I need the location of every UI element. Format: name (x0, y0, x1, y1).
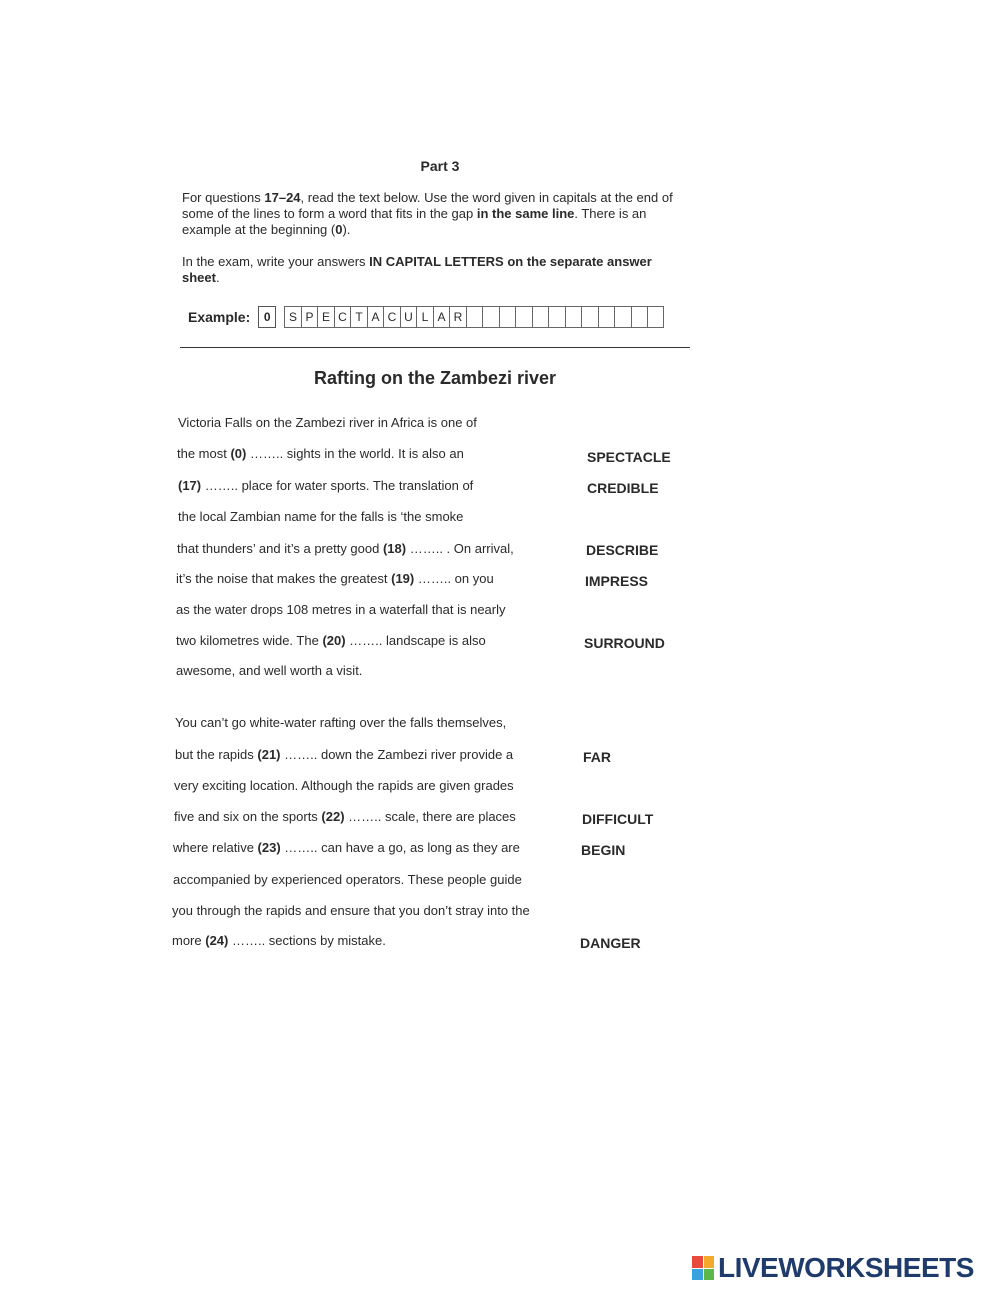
example-answer-cells (284, 306, 664, 328)
passage-line (178, 509, 463, 524)
passage-line (173, 840, 520, 855)
line-text: you through the rapids and ensure that you don’t stray into the (172, 903, 530, 918)
keyword: DIFFICULT (582, 811, 654, 827)
line-text: …….. on you (414, 571, 494, 586)
gap-number: (23) (257, 840, 281, 855)
example-letter-cell (565, 306, 582, 328)
keyword: FAR (583, 749, 611, 765)
example-label: Example: (188, 309, 251, 325)
example-letter-cell: C (383, 306, 400, 328)
gap-number: (20) (322, 633, 346, 648)
example-letter-cell: E (317, 306, 334, 328)
example-letter-cell (598, 306, 615, 328)
passage-line (172, 903, 530, 918)
instr-text: For questions (182, 190, 265, 205)
example-row (188, 306, 664, 328)
keyword: SURROUND (584, 635, 665, 651)
keyword: CREDIBLE (587, 480, 659, 496)
line-text: that thunders’ and it’s a pretty good (177, 541, 383, 556)
line-text: accompanied by experienced operators. These people guide (173, 872, 522, 887)
gap-number: (18) (382, 541, 407, 556)
passage-line (178, 478, 473, 493)
example-letter-cell (499, 306, 516, 328)
gap-number: (24) (205, 933, 229, 948)
logo-square (704, 1256, 715, 1268)
line-text: …….. scale, there are places (344, 809, 516, 824)
gap-number: (21) (257, 747, 281, 762)
example-letter-cell: S (284, 306, 301, 328)
example-letter-cell: R (449, 306, 466, 328)
keyword: DESCRIBE (586, 542, 659, 558)
passage-line (173, 872, 522, 887)
line-text: five and six on the sports (174, 809, 322, 824)
passage-line (175, 715, 506, 730)
line-text: …….. sections by mistake. (228, 933, 386, 948)
example-number-box: 0 (258, 306, 276, 328)
example-letter-cell (631, 306, 648, 328)
passage-line (176, 571, 494, 586)
line-text: You can’t go white-water rafting over the falls themselves, (175, 715, 507, 730)
gap-number: (17) (178, 478, 202, 493)
line-text: more (172, 933, 206, 948)
passage-line (175, 747, 513, 762)
line-text: as the water drops 108 metres in a waterfall that is nearly (176, 602, 506, 617)
logo-text: LIVEWORKSHEETS (718, 1252, 974, 1283)
line-text: awesome, and well worth a visit. (176, 663, 363, 678)
instr-text: ). (342, 222, 351, 237)
example-letter-cell: C (334, 306, 351, 328)
instr-text: . There is an example at the beginning ( (182, 206, 647, 237)
example-letter-cell (614, 306, 631, 328)
example-letter-cell (647, 306, 664, 328)
instr-bold: 17–24 (264, 190, 301, 205)
line-text: …….. place for water sports. The translation of (201, 478, 474, 493)
example-letter-cell (515, 306, 532, 328)
line-text: …….. down the Zambezi river provide a (280, 747, 514, 762)
gap-number: (19) (391, 571, 415, 586)
instr-bold: IN CAPITAL LETTERS on the separate answer sheet (182, 254, 652, 285)
instr-text: . (215, 270, 220, 285)
keyword: IMPRESS (585, 573, 649, 589)
gap-number: (22) (321, 809, 345, 824)
line-text: very exciting location. Although the rapids are given grades (174, 778, 514, 793)
instructions-paragraph-1 (182, 190, 692, 238)
logo-square (692, 1256, 703, 1268)
example-letter-cell (548, 306, 565, 328)
divider-line (180, 347, 690, 348)
instructions-paragraph-2 (182, 254, 692, 286)
keyword: SPECTACLE (587, 449, 671, 465)
line-text: where relative (173, 840, 258, 855)
passage-line (176, 633, 486, 648)
gap-number: (0) (230, 446, 247, 461)
line-text: but the rapids (175, 747, 258, 762)
logo-square (704, 1269, 715, 1281)
instr-text: , read the text below. Use the word given in capitals at the end of some of the lines to form a word that fits in the gap (182, 190, 673, 221)
passage-line (174, 809, 516, 824)
passage-line (176, 602, 506, 617)
instr-bold: in the same line (476, 206, 575, 221)
passage-line (178, 415, 477, 430)
example-letter-cell (466, 306, 483, 328)
instr-bold: 0 (335, 222, 343, 237)
keyword: DANGER (580, 935, 641, 951)
example-letter-cell: A (433, 306, 450, 328)
line-text: the local Zambian name for the falls is ‘the smoke (178, 509, 464, 524)
line-text: …….. can have a go, as long as they are (280, 840, 520, 855)
liveworksheets-logo (692, 1252, 974, 1284)
text-heading: Rafting on the Zambezi river (313, 368, 557, 388)
logo-square (692, 1269, 703, 1281)
example-letter-cell: U (400, 306, 417, 328)
logo-mark-icon (692, 1256, 714, 1280)
passage-line (172, 933, 386, 948)
passage-line (177, 541, 514, 556)
part-title: Part 3 (420, 158, 460, 174)
instr-text: In the exam, write your answers (182, 254, 370, 269)
example-letter-cell (532, 306, 549, 328)
example-letter-cell (482, 306, 499, 328)
passage-line (177, 446, 464, 461)
keyword: BEGIN (581, 842, 626, 858)
line-text: it’s the noise that makes the greatest (176, 571, 392, 586)
line-text: two kilometres wide. The (176, 633, 323, 648)
example-letter-cell: L (416, 306, 433, 328)
passage-line (176, 663, 362, 678)
line-text: …….. sights in the world. It is also an (246, 446, 464, 461)
example-letter-cell: P (301, 306, 318, 328)
passage-line (174, 778, 514, 793)
example-letter-cell (581, 306, 598, 328)
line-text: …….. . On arrival, (406, 541, 514, 556)
line-text: the most (177, 446, 231, 461)
line-text: …….. landscape is also (345, 633, 486, 648)
example-letter-cell: T (350, 306, 367, 328)
line-text: Victoria Falls on the Zambezi river in Africa is one of (178, 415, 477, 430)
example-letter-cell: A (367, 306, 384, 328)
